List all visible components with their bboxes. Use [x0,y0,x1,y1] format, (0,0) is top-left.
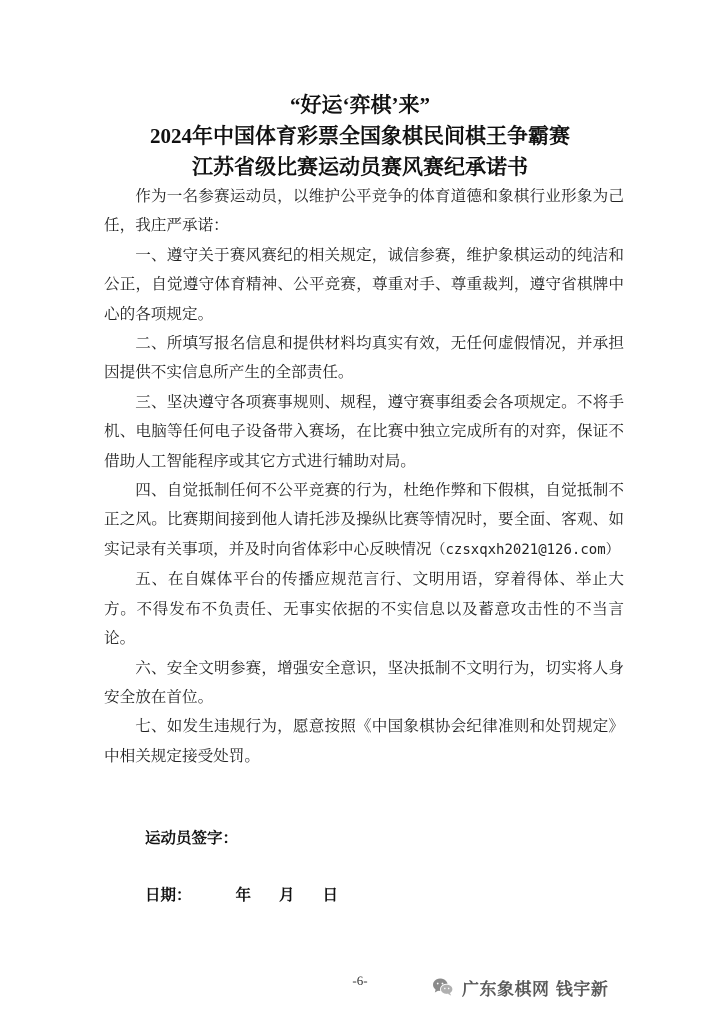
date-line [145,883,338,905]
pledge-item-2: 二、所填写报名信息和提供材料均真实有效，无任何虚假情况，并承担因提供不实信息所产生的全部责任。 [104,334,624,382]
pledge-item-4-text: 四、自觉抵制任何不公平竞赛的行为，杜绝作弊和下假棋，自觉抵制不正之风。比赛期间接到他人请托涉及操纵比赛等情况时，要全面、客观、如实记录有关事项，并及时向省体彩中心反映情况 [104,481,624,558]
pledge-item-3: 三、坚决遵守各项赛事规则、规程，遵守赛事组委会各项规定。不将手机、电脑等任何电子设备带入赛场，在比赛中独立完成所有的对弈，保证不借助人工智能程序或其它方式进行辅助对局。 [104,392,624,470]
document-title-line-2: 2024年中国体育彩票全国象棋民间棋王争霸赛 [150,124,570,148]
date-day: 日 [322,886,339,904]
pledge-item-6: 六、安全文明参赛，增强安全意识，坚决抵制不文明行为，切实将人身安全放在首位。 [104,658,624,706]
pledge-item-4 [104,476,624,565]
document-title-line-3: 江苏省级比赛运动员赛风赛纪承诺书 [192,155,528,179]
date-year: 年 [235,886,252,904]
watermark-text: 广东象棋网 钱宇新 [462,979,609,1000]
athlete-signature-label: 运动员签字： [145,829,239,847]
pledge-item-1: 一、遵守关于赛风赛纪的相关规定，诚信参赛，维护象棋运动的纯洁和公正，自觉遵守体育精神、公平竞赛，尊重对手、尊重裁判，遵守省棋牌中心的各项规定。 [104,245,624,323]
pledge-item-7: 七、如发生违规行为，愿意按照《中国象棋协会纪律准则和处罚规定》中相关规定接受处罚。 [104,717,624,765]
date-label: 日期： [145,886,192,904]
pledge-item-5: 五、在自媒体平台的传播应规范言行、文明用语，穿着得体、举止大方。不得发布不负责任、无事实依据的不实信息以及蓄意攻击性的不当言论。 [104,570,624,648]
pledge-body [104,182,624,771]
contact-email: （czsxqxh2021@126.com） [431,541,620,558]
pledge-intro: 作为一名参赛运动员，以维护公平竞争的体育道德和象棋行业形象为己任，我庄严承诺： [104,187,624,235]
document-title-line-1: “好运‘弈棋’来” [290,93,430,117]
wechat-icon [432,977,454,997]
page-number: -6- [352,973,368,988]
watermark [432,974,608,1000]
date-month: 月 [279,886,295,904]
